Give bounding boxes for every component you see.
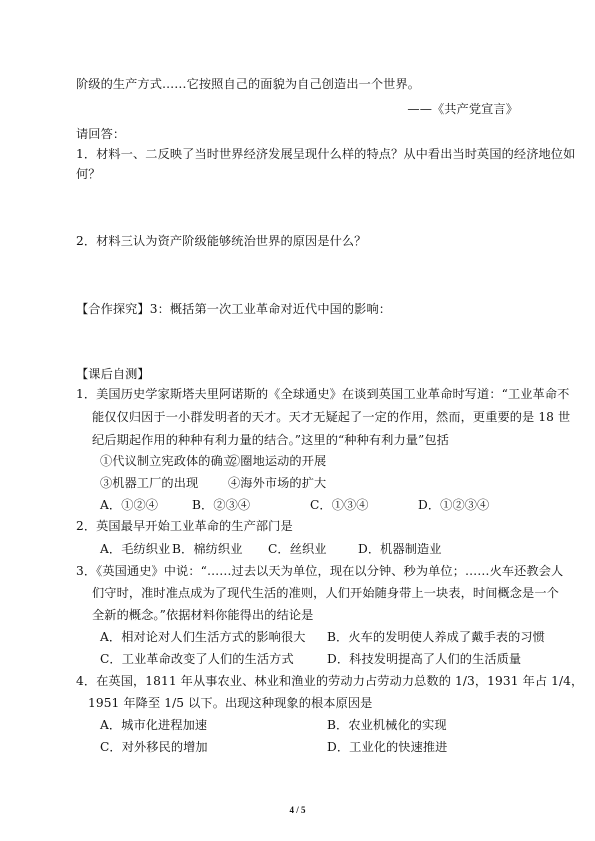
test-q1-option-d: D．①②③④ [418, 498, 490, 512]
self-test-heading: 【课后自测】 [76, 367, 150, 381]
page-number: 4 / 5 [289, 805, 306, 815]
test-q4-line-1: 4．在英国，1811 年从事农业、林业和渔业的劳动力占劳动力总数的 1/3，1931 年占 1/4， [76, 674, 584, 688]
test-q1-line-1: 1．美国历史学家斯塔夫里阿诺斯的《全球通史》在谈到英国工业革命时写道：“工业革命不 [76, 387, 570, 401]
test-q1-item-2: ②圈地运动的开展 [228, 454, 327, 468]
test-q3-option-d: D．科技发明提高了人们的生活质量 [327, 652, 522, 666]
question-2: 2．材料三认为资产阶级能够统治世界的原因是什么？ [76, 234, 367, 248]
answer-prompt: 请回答： [76, 127, 126, 141]
test-q1-option-a: A．①②④ [100, 498, 159, 512]
question-1-line-2: 何？ [76, 167, 101, 181]
test-q3-line-2: 们守时，准时准点成为了现代生活的准则，人们开始随身带上一块表，时间概念是一个 [92, 586, 559, 600]
test-q2-option-a: A．毛纺织业 [100, 542, 171, 556]
test-q3-option-a: A．相对论对人们生活方式的影响很大 [100, 630, 306, 644]
test-q3-option-b: B．火车的发明使人养成了戴手表的习惯 [327, 630, 545, 644]
test-q4-option-d: D．工业化的快速推进 [327, 740, 448, 754]
test-q4-option-b: B．农业机械化的实现 [327, 718, 447, 732]
test-q1-item-4: ④海外市场的扩大 [228, 476, 327, 490]
test-q1-item-3: ③机器工厂的出现 [100, 476, 199, 490]
test-q4-option-c: C．对外移民的增加 [100, 740, 208, 754]
test-q2-option-b: B．棉纺织业 [172, 542, 243, 556]
test-q4-option-a: A．城市化进程加速 [100, 718, 208, 732]
test-q2-option-d: D．机器制造业 [358, 542, 442, 556]
test-q1-line-3: 纪后期起作用的种种有利力量的结合。”这里的“种种有利力量”包括 [92, 433, 449, 447]
test-q1-line-2: 能仅仅归因于一小群发明者的天才。天才无疑起了一定的作用，然而，更重要的是 18 世 [92, 410, 571, 424]
test-q1-option-b: B．②③④ [192, 498, 251, 512]
question-1-line-1: 1．材料一、二反映了当时世界经济发展呈现什么样的特点？从中看出当时英国的经济地位如 [76, 147, 576, 161]
test-q1-item-1: ①代议制立宪政体的确立 [100, 454, 236, 468]
cooperative-inquiry: 【合作探究】3：概括第一次工业革命对近代中国的影响： [76, 302, 392, 316]
test-q1-option-c: C．①③④ [310, 498, 369, 512]
test-q2-stem: 2．英国最早开始工业革命的生产部门是 [76, 519, 293, 533]
test-q2-option-c: C．丝织业 [268, 542, 327, 556]
material-source: ——《共产党宣言》 [407, 102, 518, 116]
test-q4-line-2: 1951 年降至 1/5 以下。出现这种现象的根本原因是 [88, 696, 373, 710]
test-q3-option-c: C．工业革命改变了人们的生活方式 [100, 652, 294, 666]
test-q3-line-1: 3．《英国通史》中说：“……过去以天为单位，现在以分钟、秒为单位；……火车还教会人 [76, 564, 564, 578]
material-quote-line: 阶级的生产方式……它按照自己的面貌为自己创造出一个世界。 [76, 77, 421, 91]
test-q3-line-3: 全新的概念。”依据材料你能得出的结论是 [92, 608, 314, 622]
